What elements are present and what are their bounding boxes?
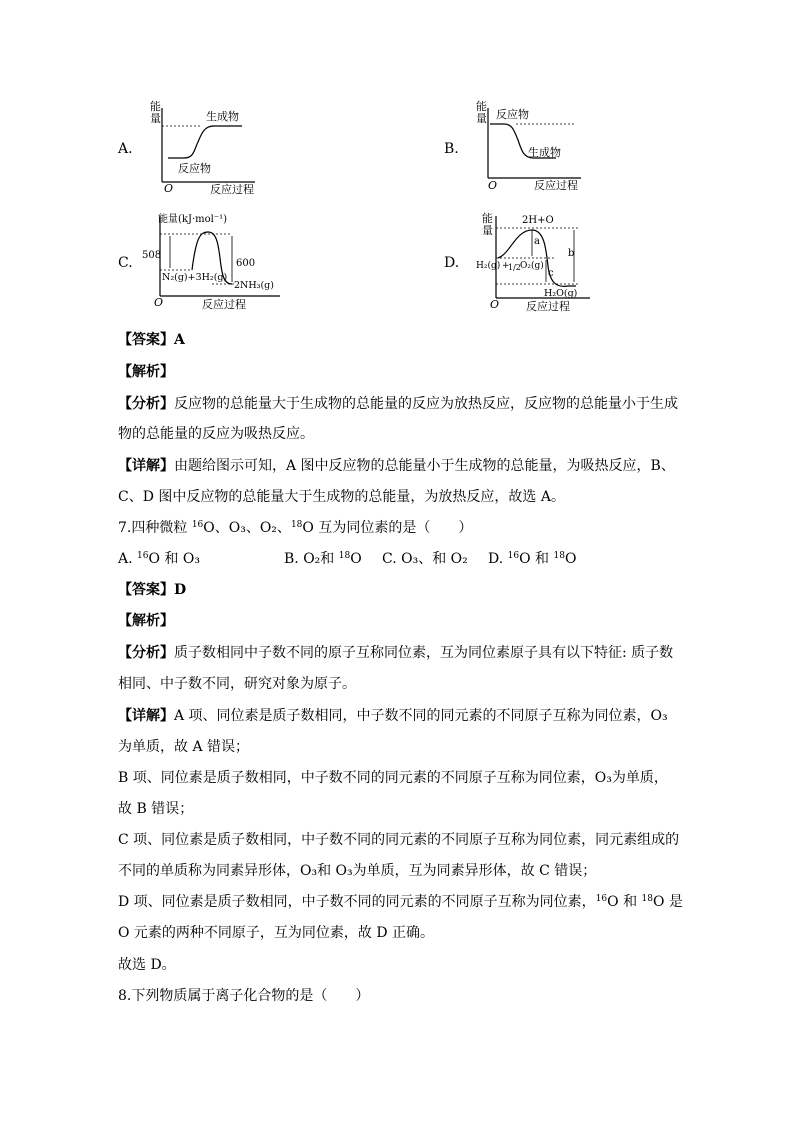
q7-xiangjie-d-line2: O 元素的两种不同原子，互为同位素，故 D 正确。: [118, 925, 435, 941]
y-axis-label-2: 量: [482, 224, 493, 237]
sup-18: 18: [338, 551, 351, 561]
opt-a-tail: O 和 O₃: [148, 551, 200, 567]
q7-xiangjie-d-line1: [118, 892, 683, 912]
x-axis-label: 反应过程: [202, 298, 246, 311]
reactant-h2: H₂(g): [476, 261, 501, 271]
diagram-a: [150, 100, 260, 195]
half-fraction: 1/2: [508, 263, 521, 272]
q7-fenxi-line1: [118, 643, 673, 663]
d-line-tail: O 是: [652, 894, 683, 910]
xiangjie-tag: 【详解】: [118, 458, 174, 474]
fenxi-text: 反应物的总能量大于生成物的总能量的反应为放热反应，反应物的总能量小于生成: [174, 396, 678, 412]
product-label: 2NH₃(g): [234, 280, 274, 291]
sup-16: 16: [507, 551, 520, 561]
product-label: 生成物: [528, 146, 561, 159]
stem-post: O 互为同位素的是（ ）: [302, 520, 473, 536]
q7-xiangjie-b-line2: 故 B 错误；: [118, 801, 194, 817]
q7-xiangjie-a-line2: 为单质，故 A 错误；: [118, 739, 250, 755]
opt-d-mid: O 和: [519, 551, 554, 567]
q7-option-a: [118, 549, 200, 569]
fenxi-tag: 【分析】: [118, 396, 174, 412]
q6-xiangjie-line2: C、D 图中反应物的总能量大于生成物的总能量，为放热反应，故选 A。: [118, 489, 565, 505]
sup-16: 16: [595, 894, 608, 904]
diagram-d: [476, 208, 596, 316]
q7-option-c: C. O₃、和 O₂: [382, 551, 468, 567]
d-line-pre: D 项、同位素是质子数相同，中子数不同的同元素的不同原子互称为同位素，: [118, 894, 596, 910]
xiangjie-text: 由题给图示可知，A 图中反应物的总能量小于生成物的总能量，为吸热反应，B、: [174, 458, 675, 474]
diagram-c: [140, 208, 290, 316]
option-a-letter: A.: [118, 141, 133, 157]
opt-d-tail: O: [564, 551, 577, 567]
origin-label: O: [164, 182, 174, 195]
energy-curve: [168, 126, 242, 158]
d-line-mid: O 和: [607, 894, 642, 910]
sup-18: 18: [290, 520, 303, 530]
value-508: 508: [142, 250, 162, 261]
q7-option-b: [284, 549, 362, 569]
q7-xiangjie-a-line1: [118, 706, 668, 726]
reactant-label: 反应物: [496, 108, 529, 121]
sup-16: 16: [137, 551, 149, 561]
opt-a-prefix: A.: [118, 551, 138, 567]
value-600: 600: [236, 258, 256, 269]
q8-stem: 8.下列物质属于离子化合物的是（ ）: [118, 988, 370, 1004]
label-c: c: [548, 268, 554, 279]
top-label: 2H+O: [522, 215, 554, 226]
origin-label: O: [154, 296, 164, 309]
y-axis-label-1: 能: [150, 100, 161, 113]
sup-18: 18: [641, 894, 653, 904]
y-axis-label-2: 量: [150, 112, 161, 125]
fenxi-text: 质子数相同中子数不同的原子互称同位素，互为同位素原子具有以下特征: 质子数: [174, 645, 674, 661]
q6-xiangjie-line1: [118, 456, 675, 476]
x-axis-label: 反应过程: [526, 300, 570, 313]
label-b: b: [568, 248, 575, 259]
xiangjie-tag: 【详解】: [118, 708, 174, 724]
q7-xiangjie-b-line1: B 项、同位素是质子数相同，中子数不同的同元素的不同原子互称为同位素，O₃为单质，: [118, 770, 668, 786]
option-d-letter: D.: [444, 255, 460, 271]
opt-d-prefix: D.: [488, 551, 508, 567]
stem-pre: 7.四种微粒: [118, 520, 192, 536]
q7-fenxi-line2: 相同、中子数不同，研究对象为原子。: [118, 676, 356, 692]
x-axis-label: 反应过程: [534, 179, 578, 192]
q7-analysis-heading: 【解析】: [118, 613, 174, 629]
diagram-b: [476, 100, 586, 195]
origin-label: O: [490, 298, 500, 311]
y-axis-label-2: 量: [476, 112, 487, 125]
q7-xiangjie-c-line1: C 项、同位素是质子数相同，中子数不同的同元素的不同原子互称为同位素，同元素组成的: [118, 832, 680, 848]
reactant-o2: O₂(g): [520, 261, 544, 271]
fenxi-tag: 【分析】: [118, 645, 174, 661]
reactant-label: 反应物: [178, 162, 211, 175]
product-label: 生成物: [206, 110, 239, 123]
stem-mid: O、O₃、O₂、: [203, 520, 291, 536]
q6-analysis-heading: 【解析】: [118, 364, 174, 380]
option-c-letter: C.: [118, 255, 133, 271]
opt-b-tail: O: [350, 551, 362, 567]
q7-stem: [118, 518, 472, 538]
label-a: a: [534, 236, 540, 247]
y-axis-label-1: 能: [476, 100, 487, 113]
q6-fenxi-line1: [118, 394, 678, 414]
q7-xiangjie-c-line2: 不同的单质称为同素异形体，O₃和 O₃为单质，互为同素异形体，故 C 错误；: [118, 863, 597, 879]
opt-b-prefix: B. O₂和: [284, 551, 339, 567]
q6-answer: 【答案】A: [118, 332, 185, 348]
q7-answer: 【答案】D: [118, 582, 187, 598]
q7-conclusion: 故选 D。: [118, 957, 176, 973]
product-label: H₂O(g): [544, 288, 578, 299]
q7-option-d: [488, 549, 576, 569]
option-b-letter: B.: [444, 141, 459, 157]
origin-label: O: [488, 179, 498, 192]
x-axis-label: 反应过程: [210, 183, 254, 195]
q6-fenxi-line2: 物的总能量的反应为吸热反应。: [118, 426, 314, 442]
sup-18: 18: [553, 551, 565, 561]
plus-sign: +: [502, 261, 510, 271]
sup-16: 16: [191, 520, 204, 530]
y-axis-label: 能量(kJ·mol⁻¹): [158, 214, 228, 225]
reactants-label: N₂(g)+3H₂(g): [162, 272, 228, 283]
xiangjie-a-text: A 项、同位素是质子数相同，中子数不同的同元素的不同原子互称为同位素，O₃: [174, 708, 668, 724]
y-axis-label-1: 能: [482, 212, 493, 225]
